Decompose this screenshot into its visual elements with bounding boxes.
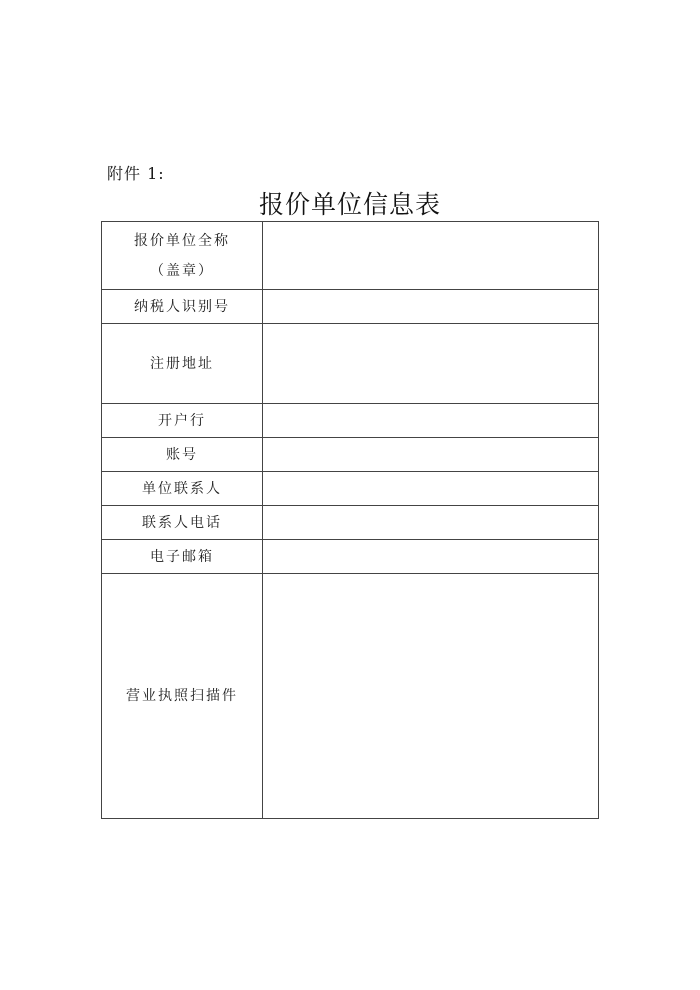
value-contact-phone[interactable] <box>263 506 599 540</box>
value-registered-address[interactable] <box>263 324 599 404</box>
value-contact-person[interactable] <box>263 472 599 506</box>
attachment-label: 附件 1: <box>107 164 165 183</box>
table-row-email <box>102 540 599 574</box>
value-account-number[interactable] <box>263 438 599 472</box>
table-row-bank <box>102 404 599 438</box>
table-row-company-name <box>102 222 599 290</box>
label-contact-phone: 联系人电话 <box>102 506 263 540</box>
value-company-name[interactable] <box>263 222 599 290</box>
document-title: 报价单位信息表 <box>258 190 441 219</box>
table-row-registered-address <box>102 324 599 404</box>
label-company-name <box>102 222 263 290</box>
value-business-license[interactable] <box>263 574 599 819</box>
table-row-contact-person <box>102 472 599 506</box>
table-row-contact-phone <box>102 506 599 540</box>
value-bank[interactable] <box>263 404 599 438</box>
value-tax-id[interactable] <box>263 290 599 324</box>
value-email[interactable] <box>263 540 599 574</box>
label-email: 电子邮箱 <box>102 540 263 574</box>
label-account-number: 账号 <box>102 438 263 472</box>
quote-unit-info-table <box>101 221 599 819</box>
label-bank: 开户行 <box>102 404 263 438</box>
label-contact-person: 单位联系人 <box>102 472 263 506</box>
label-registered-address: 注册地址 <box>102 324 263 404</box>
table-row-business-license <box>102 574 599 819</box>
label-company-name-line2: （盖章） <box>150 262 214 279</box>
label-company-name-line1: 报价单位全称 <box>134 232 230 249</box>
table-row-tax-id <box>102 290 599 324</box>
table-row-account-number <box>102 438 599 472</box>
label-business-license: 营业执照扫描件 <box>102 574 263 819</box>
label-tax-id: 纳税人识别号 <box>102 290 263 324</box>
